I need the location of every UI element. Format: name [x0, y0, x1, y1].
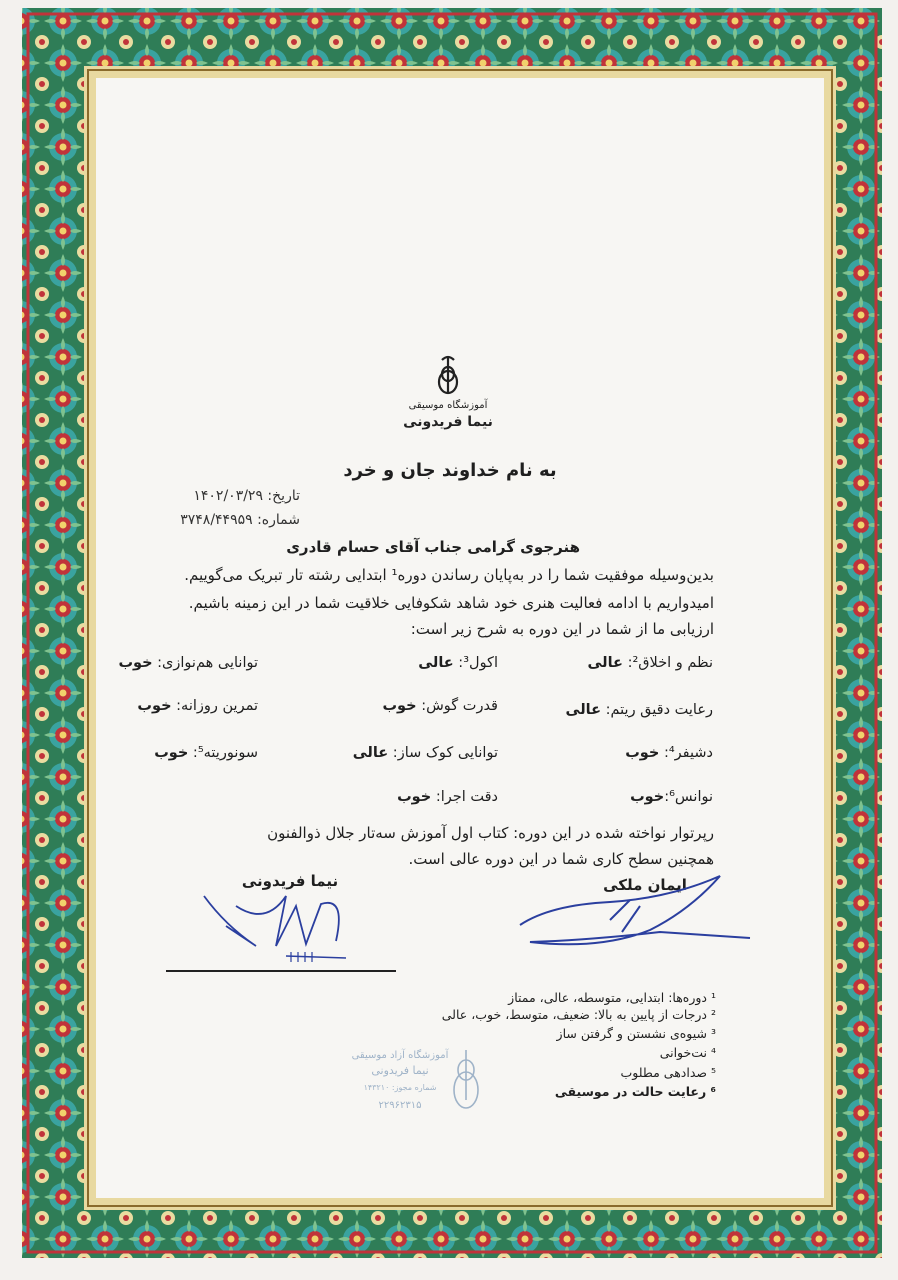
heading: به نام خداوند جان و خرد	[343, 460, 557, 481]
grade-item: قدرت گوش: خوب	[382, 698, 498, 714]
footnote: ⁵ صدادهی مطلوب	[620, 1065, 716, 1080]
grade-item: تمرین روزانه: خوب	[137, 698, 258, 714]
signatory-right-name: ایمان ملکی	[603, 876, 687, 894]
grade-item: نظم و اخلاق²: عالی	[587, 655, 713, 671]
grade-item: اکول³: عالی	[418, 655, 498, 671]
repertoire: رپرتوار نواخته شده در این دوره: کتاب اول آموزش سه‌تار جلال ذوالفنون	[267, 824, 714, 842]
grade-item: توانایی کوک ساز: عالی	[352, 745, 498, 761]
footnote: ³ شیوه‌ی نشستن و گرفتن ساز	[556, 1026, 716, 1041]
grade-item: دقت اجرا: خوب	[397, 789, 498, 805]
logo-line2: نیما فریدونی	[403, 414, 493, 430]
stamp-line2: نیما فریدونی	[371, 1064, 429, 1077]
level-line: همچنین سطح کاری شما در این دوره عالی است.	[408, 850, 714, 868]
date: تاریخ: ۱۴۰۲/۰۳/۲۹	[193, 488, 300, 504]
signature-left	[196, 886, 356, 966]
signature-right	[510, 870, 760, 960]
signatory-left-name: نیما فریدونی	[241, 872, 339, 890]
school-logo	[398, 352, 498, 440]
stamp-line3: شماره مجوز: ۱۴۳۲۱۰	[363, 1083, 437, 1092]
body-line-3: ارزیابی ما از شما در این دوره به شرح زیر است:	[410, 620, 714, 638]
logo-line1: آموزشگاه موسیقی	[408, 400, 488, 411]
stamp-line1: آموزشگاه آزاد موسیقی	[351, 1050, 449, 1061]
grade-item: توانایی هم‌نوازی: خوب	[118, 655, 258, 671]
salutation: هنرجوی گرامی جناب آقای حسام قادری	[286, 538, 580, 556]
body-line-2: امیدواریم با ادامه فعالیت هنری خود شاهد شکوفایی خلاقیت شما در این زمینه باشیم.	[188, 594, 714, 612]
grade-item: نوانس⁶:خوب	[630, 789, 713, 805]
body-line-1: بدین‌وسیله موفقیت شما را در به‌پایان رساندن دوره¹ ابتدایی رشته تار تبریک می‌گوییم.	[184, 566, 714, 584]
footnote: ⁴ نت‌خوانی	[659, 1045, 716, 1060]
footnote: ⁶ رعایت حالت در موسیقی	[554, 1084, 716, 1099]
footnote: ¹ دوره‌ها: ابتدایی، متوسطه، عالی، ممتاز	[508, 990, 716, 1005]
grade-item: رعایت دقیق ریتم: عالی	[565, 702, 713, 718]
school-stamp	[340, 1040, 490, 1120]
stamp-line4: ۲۲۹۶۲۳۱۵	[378, 1100, 422, 1111]
grade-item: سونوریته⁵: خوب	[154, 745, 258, 761]
certificate-number: شماره: ۳۷۴۸/۴۴۹۵۹	[180, 512, 300, 528]
footnote: ² درجات از پایین به بالا: ضعیف، متوسط، خوب، عالی	[441, 1007, 716, 1022]
signature-line	[166, 970, 396, 972]
grade-item: دشیفر⁴: خوب	[625, 745, 713, 761]
